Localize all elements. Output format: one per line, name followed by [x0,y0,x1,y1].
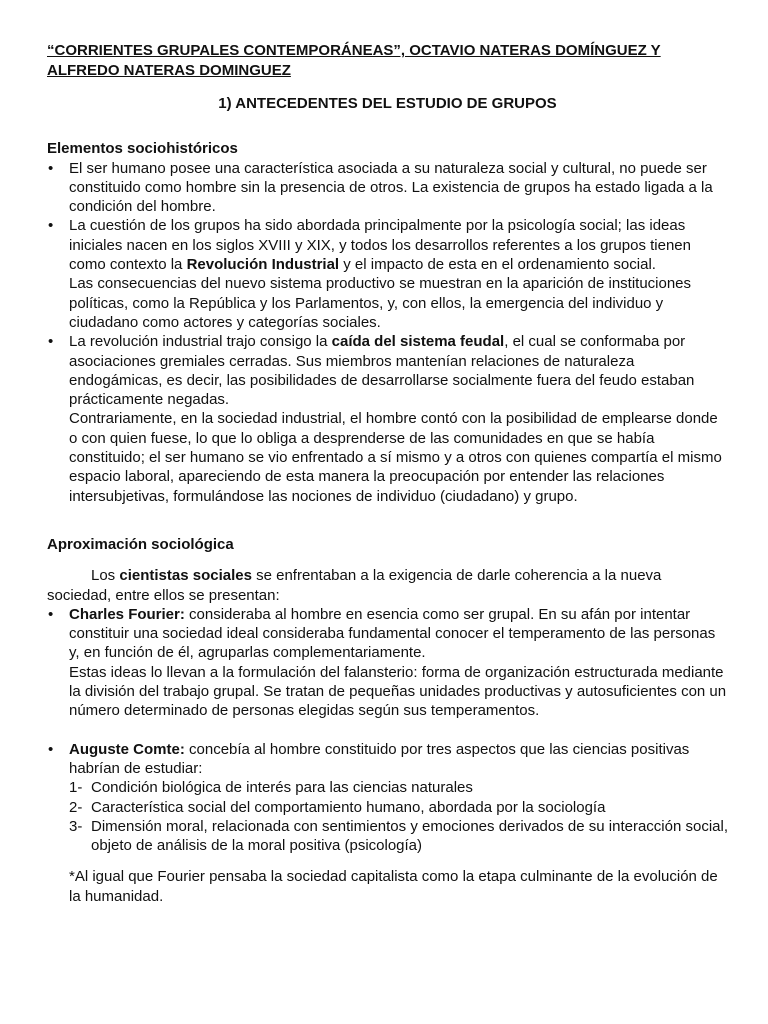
author-name: Charles Fourier: [69,605,185,623]
list-item [47,216,728,332]
paragraph [69,332,728,409]
numbered-item [69,817,728,856]
intro-paragraph [47,566,728,605]
bullet-list-sociohistoricos [47,159,728,506]
paragraph: Contrariamente, en la sociedad industrial, el hombre contó con la posibilidad de emplearse donde o con quien fuese, lo que lo obliga a desprenderse de las comunidades en que se había constituido; el ser humano se vio enfrentado a sí mismo y a otros con quienes compartía el mismo espacio laboral, apareciendo de esta manera la preocupación por entender las relaciones intersubjetivas, formulándose las nociones de individuo (ciudadano) y grupo. [69,410,722,505]
text-span: concebía al hombre constituido por tres aspectos que las ciencias positivas habrían de estudiar: [69,740,690,777]
list-item-comte [47,740,728,856]
text-span: , el cual se conformaba por asociaciones gremiales cerradas. Sus miembros mantenían relaciones de naturaleza endogámicas, es decir, las posibilidades de desarrollarse socialmente fuera del feudo estaban prácticamente negadas. [69,333,695,409]
paragraph: Las consecuencias del nuevo sistema productivo se muestran en la aparición de instituciones políticas, como la República y los Parlamentos, y, con ellos, la emergencia del individuo y ciudadano como actores y categorías sociales. [69,275,692,331]
item-number: 2- [69,798,83,816]
bold-term: cientistas sociales [119,567,252,585]
list-item [47,159,728,217]
item-number: 1- [69,779,83,797]
text-span: Los [91,567,120,585]
text-span: se enfrentaban a la exigencia de darle coherencia a la nueva sociedad, entre ellos se presentan: [47,567,662,604]
text-span: consideraba al hombre en esencia como ser grupal. En su afán por intentar constituir una sociedad ideal consideraba fundamental conocer el temperamento de las personas y, en función de él, agruparlas complementariamente. [69,605,716,662]
item-text: Condición biológica de interés para las ciencias naturales [91,779,473,797]
footnote: *Al igual que Fourier pensaba la sociedad capitalista como la etapa culminante de la evolución de la humanidad. [69,868,718,905]
text-span: La cuestión de los grupos ha sido abordada principalmente por la psicología social; las ideas iniciales nacen en los siglos XVIII y XIX, y todos los desarrollos referentes a los grupos tienen como contexto la [69,217,691,274]
bold-term: caída del sistema feudal [331,333,505,351]
numbered-list-comte [69,778,728,855]
item-number: 3- [69,817,83,835]
list-item-fourier [47,605,728,721]
paragraph [69,605,728,663]
paragraph [69,216,728,274]
numbered-item [69,778,728,797]
section-heading: 1) ANTECEDENTES DEL ESTUDIO DE GRUPOS [218,95,557,112]
paragraph: • El ser humano posee una característica asociada a su naturaleza social y cultural, no puede ser constituido como hombre sin la presencia de otros. La existencia de grupos ha estado ligada a la condición del hombre. [69,159,713,216]
text-span: y el impacto de esta en el ordenamiento social. [339,256,656,274]
list-item [47,332,728,506]
subheading-sociohistoricos: Elementos sociohistóricos [47,140,238,158]
document-title: “CORRIENTES GRUPALES CONTEMPORÁNEAS”, OCTAVIO NATERAS DOMÍNGUEZ Y ALFREDO NATERAS DOMINGUEZ [47,42,661,79]
paragraph: Estas ideas lo llevan a la formulación del falansterio: forma de organización estructurada mediante la división del trabajo grupal. Se tratan de pequeñas unidades productivas y autosuficientes con un número determinado de personas elegidas según sus temperamentos. [69,663,727,720]
text-span: La revolución industrial trajo consigo la [69,333,332,351]
item-text: Dimensión moral, relacionada con sentimientos y emociones derivados de su interacción social, objeto de análisis de la moral positiva (psicología) [91,817,728,855]
bullet-list-autores [47,605,728,856]
author-name: Auguste Comte: [69,740,185,758]
subheading-sociologica: Aproximación sociológica [47,535,234,553]
item-text: Característica social del comportamiento humano, abordada por la sociología [91,798,606,816]
paragraph [69,740,728,779]
numbered-item [69,798,728,817]
bold-term: Revolución Industrial [186,256,340,274]
